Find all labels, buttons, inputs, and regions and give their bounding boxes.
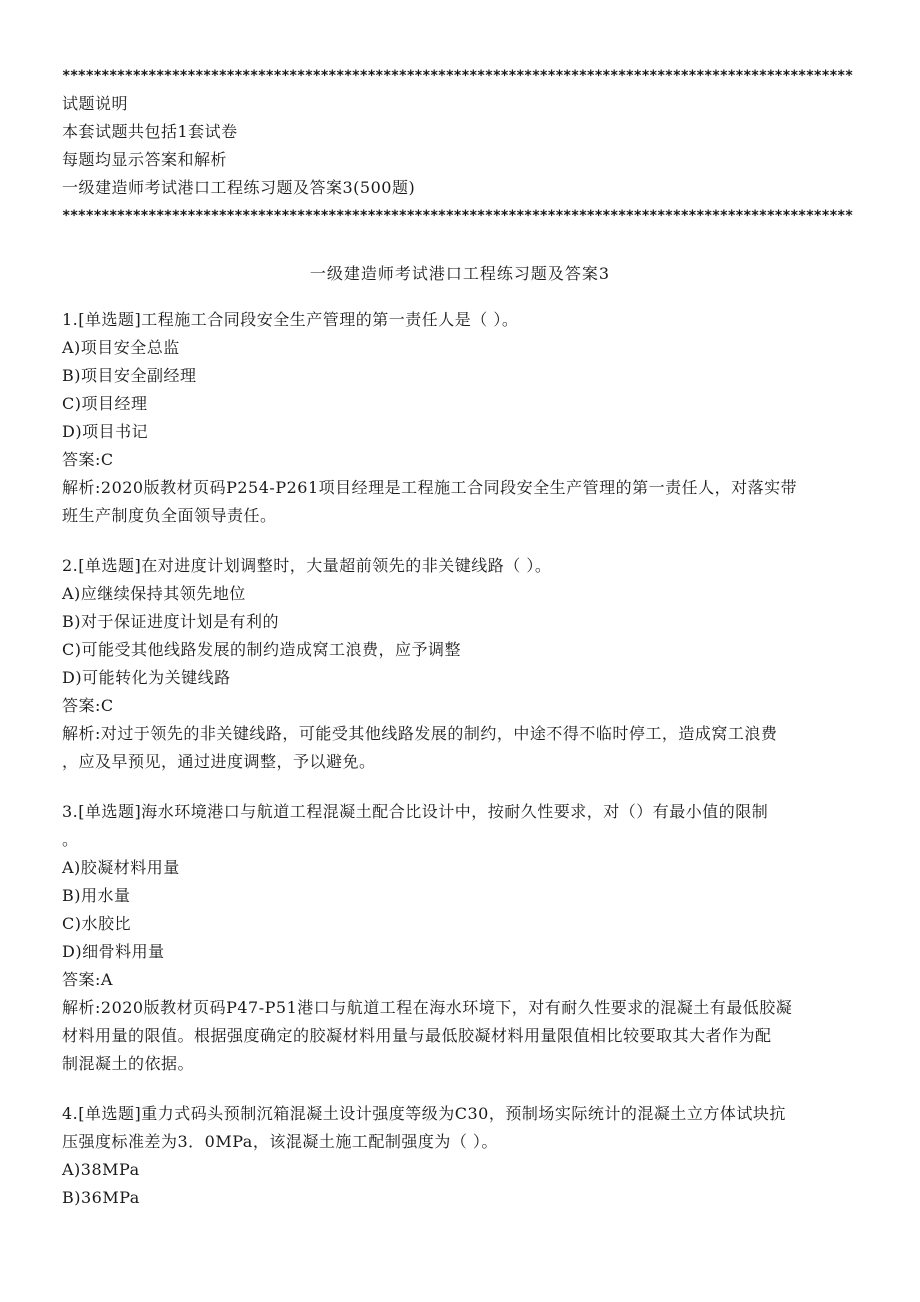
option-b: B)对于保证进度计划是有利的 xyxy=(62,612,280,631)
analysis-line-1: 解析:2020版教材页码P47-P51港口与航道工程在海水环境下，对有耐久性要求的混凝土有最低胶凝 xyxy=(62,998,793,1017)
option-d: D)项目书记 xyxy=(62,422,149,441)
header-line-2: 本套试题共包括1套试卷 xyxy=(62,122,238,141)
header-line-4: 一级建造师考试港口工程练习题及答案3(500题) xyxy=(62,178,416,197)
analysis-line-3: 制混凝土的依据。 xyxy=(62,1054,195,1073)
question-stem-line-2: 。 xyxy=(62,830,79,849)
option-a: A)项目安全总监 xyxy=(62,338,180,357)
document-title: 一级建造师考试港口工程练习题及答案3 xyxy=(309,264,611,283)
separator-top: ***************************************************************************************************** xyxy=(62,68,853,84)
answer: 答案:C xyxy=(62,696,114,715)
option-b: B)36MPa xyxy=(62,1188,140,1207)
analysis-line-2: 材料用量的限值。根据强度确定的胶凝材料用量与最低胶凝材料用量限值相比较要取其大者作为配 xyxy=(62,1026,772,1045)
header-line-1: 试题说明 xyxy=(62,94,129,113)
question-stem-line-1: 4.[单选题]重力式码头预制沉箱混凝土设计强度等级为C30，预制场实际统计的混凝土立方体试块抗 xyxy=(62,1104,786,1123)
option-b: B)用水量 xyxy=(62,886,131,905)
option-d: D)可能转化为关键线路 xyxy=(62,668,231,687)
analysis-line-1: 解析:对过于领先的非关键线路，可能受其他线路发展的制约，中途不得不临时停工，造成窝工浪费 xyxy=(62,724,778,743)
question-1 xyxy=(62,306,858,530)
option-a: A)38MPa xyxy=(62,1160,140,1179)
header-line-3: 每题均显示答案和解析 xyxy=(62,150,228,169)
option-a: A)胶凝材料用量 xyxy=(62,858,180,877)
answer: 答案:C xyxy=(62,450,114,469)
question-4 xyxy=(62,1100,858,1212)
option-c: C)水胶比 xyxy=(62,914,131,933)
answer: 答案:A xyxy=(62,970,113,989)
option-d: D)细骨料用量 xyxy=(62,942,165,961)
question-stem: 1.[单选题]工程施工合同段安全生产管理的第一责任人是（ ）。 xyxy=(62,310,519,329)
option-b: B)项目安全副经理 xyxy=(62,366,197,385)
question-stem: 2.[单选题]在对进度计划调整时，大量超前领先的非关键线路（ ）。 xyxy=(62,556,552,575)
question-3 xyxy=(62,798,858,1078)
option-c: C)可能受其他线路发展的制约造成窝工浪费，应予调整 xyxy=(62,640,461,659)
analysis-line-1: 解析:2020版教材页码P254-P261项目经理是工程施工合同段安全生产管理的第一责任人，对落实带 xyxy=(62,478,798,497)
analysis-line-2: 班生产制度负全面领导责任。 xyxy=(62,506,277,525)
question-2 xyxy=(62,552,858,776)
analysis-line-2: ，应及早预见，通过进度调整，予以避免。 xyxy=(62,752,376,771)
question-stem-line-1: 3.[单选题]海水环境港口与航道工程混凝土配合比设计中，按耐久性要求，对（）有最小值的限制 xyxy=(62,802,769,821)
option-a: A)应继续保持其领先地位 xyxy=(62,584,246,603)
question-stem-line-2: 压强度标准差为3．0MPa，该混凝土施工配制强度为（ ）。 xyxy=(62,1132,498,1151)
option-c: C)项目经理 xyxy=(62,394,148,413)
separator-bottom: ***************************************************************************************************** xyxy=(62,208,853,224)
